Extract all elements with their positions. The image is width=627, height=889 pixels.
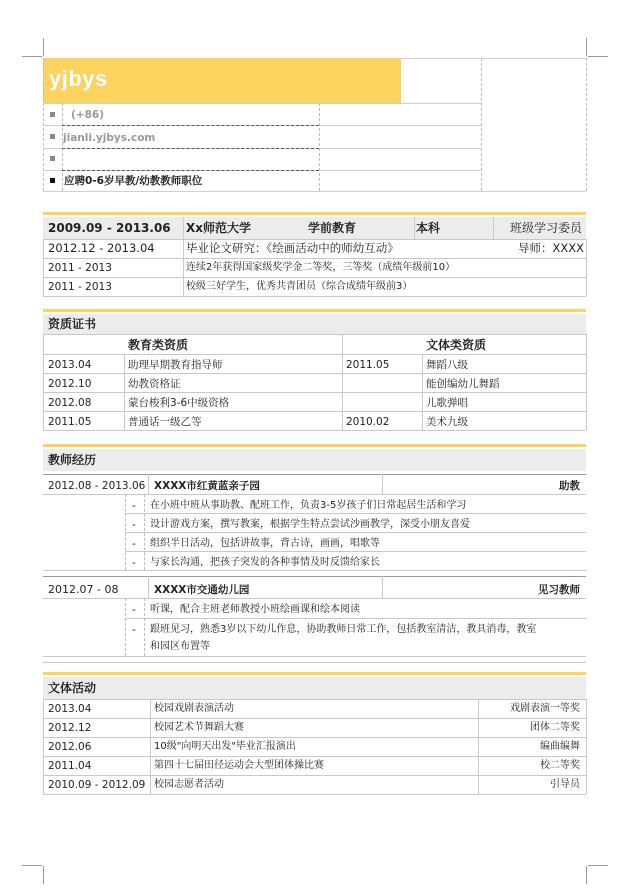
grid-line [43, 775, 586, 776]
grid-line [43, 656, 586, 657]
grid-line [43, 430, 586, 431]
job-item: 组织半日活动，包括讲故事，背古诗，画画，唱歌等 [150, 538, 380, 549]
cert-date: 2012.08 [48, 397, 92, 409]
job-item: 跟班见习，熟悉3岁以下幼儿作息，协助教师日常工作，包括教室清洁，教具消毒，教室 [150, 624, 537, 635]
job-item: 设计游戏方案，撰写教案，根据学生特点尝试沙画教学，深受小朋友喜爱 [150, 519, 470, 530]
certs-header [43, 314, 586, 334]
job-org: XXXX市交通幼儿园 [154, 584, 250, 596]
edu-school: Xx师范大学 [186, 221, 251, 235]
grid-line [382, 474, 383, 494]
activity-name: 校园志愿者活动 [154, 779, 224, 790]
grid-line [125, 494, 126, 570]
activity-name: 10级"向明天出发"毕业汇报演出 [154, 741, 296, 752]
header-dashed-line [62, 125, 319, 126]
bullet-dash: - [132, 557, 136, 569]
crop-mark [588, 865, 608, 866]
job-role: 见习教师 [538, 584, 580, 596]
cert-col2-header: 文体类资质 [426, 338, 487, 352]
grid-line [125, 513, 586, 514]
edu-row-text: 校级三好学生，优秀共青团员（综合成绩年级前3） [186, 281, 413, 292]
grid-line [43, 718, 586, 719]
job-item: 和园区布置等 [150, 641, 210, 652]
job-role: 助教 [559, 480, 580, 492]
grid-line [150, 699, 151, 794]
cert-name: 普通话一级乙等 [128, 416, 202, 428]
grid-line [43, 334, 44, 430]
grid-line [478, 699, 479, 794]
cert-date: 2010.02 [346, 416, 390, 428]
grid-line [148, 474, 149, 494]
edu-row-extra: 导师：XXXX [518, 241, 585, 255]
bullet-icon [50, 156, 55, 161]
grid-line [43, 296, 586, 297]
phone: (+86) [71, 109, 105, 121]
grid-line [43, 239, 586, 240]
bullet-dash: - [132, 538, 136, 550]
header-dashed-line [62, 170, 319, 171]
edu-row-text: 连续2年获得国家级奖学金二等奖，三等奖（成绩年级前10） [186, 262, 456, 273]
grid-line [43, 756, 586, 757]
header-grid-line [43, 191, 586, 192]
grid-line [144, 494, 145, 570]
bullet-icon [50, 112, 55, 117]
activities-header [43, 677, 586, 699]
header-grid-line [586, 58, 587, 191]
grid-line [125, 618, 586, 619]
edu-row-period: 2011 - 2013 [48, 262, 112, 274]
grid-line [124, 354, 125, 430]
header-grid-line [62, 103, 63, 191]
section-title: 文体活动 [48, 681, 97, 695]
section-divider [43, 212, 586, 215]
grid-line [414, 217, 415, 239]
cert-date: 2013.04 [48, 359, 92, 371]
cert-name: 美术九级 [426, 416, 468, 428]
grid-line [43, 794, 586, 795]
header-grid-line [43, 103, 481, 104]
grid-line [43, 576, 586, 577]
grid-line [43, 570, 586, 571]
grid-line [422, 354, 423, 430]
activity-date: 2013.04 [48, 703, 92, 715]
experience-header [43, 449, 586, 471]
job-period: 2012.07 - 08 [48, 583, 119, 596]
header-grid-line [319, 103, 320, 191]
bullet-dash: - [132, 604, 136, 616]
section-title: 资质证书 [48, 317, 97, 331]
grid-line [43, 699, 44, 794]
grid-line [43, 662, 586, 663]
bullet-dash: - [132, 519, 136, 531]
grid-line [43, 474, 586, 475]
crop-mark [43, 38, 44, 56]
grid-line [382, 576, 383, 598]
edu-degree: 本科 [416, 221, 441, 235]
grid-line [586, 334, 587, 430]
cert-col1-header: 教育类资质 [128, 338, 189, 352]
grid-line [493, 217, 494, 239]
edu-period: 2009.09 - 2013.06 [48, 221, 171, 235]
crop-mark [43, 866, 44, 884]
grid-line [144, 598, 145, 656]
crop-mark [588, 56, 608, 57]
grid-line [586, 239, 587, 296]
section-divider [43, 309, 586, 312]
edu-major: 学前教育 [308, 221, 357, 235]
cert-date: 2012.10 [48, 378, 92, 390]
header-grid-line [481, 58, 482, 191]
grid-line [183, 217, 184, 239]
grid-line [43, 239, 44, 296]
edu-row-period: 2012.12 - 2013.04 [48, 241, 155, 255]
grid-line [148, 576, 149, 598]
activity-date: 2010.09 - 2012.09 [48, 779, 146, 791]
cert-name: 助理早期教育指导师 [128, 359, 223, 371]
activity-name: 校园戏剧表演活动 [154, 703, 234, 714]
crop-mark [586, 866, 587, 884]
edu-row-text: 毕业论文研究：《绘画活动中的师幼互动》 [186, 241, 399, 255]
activity-date: 2011.04 [48, 760, 92, 772]
logo: yjbys [49, 66, 108, 91]
edu-row-period: 2011 - 2013 [48, 281, 112, 293]
email: jianli.yjbys.com [63, 132, 156, 144]
activity-award: 编曲编舞 [540, 741, 580, 752]
grid-line [43, 334, 586, 335]
header-grid-line [401, 58, 586, 59]
section-divider [43, 444, 586, 447]
bullet-icon [50, 178, 55, 183]
grid-line [43, 737, 586, 738]
job-item: 与家长沟通，把孩子突发的各种事情及时反馈给家长 [150, 557, 380, 568]
activity-award: 引导员 [550, 779, 580, 790]
bullet-icon [50, 134, 55, 139]
grid-line [125, 598, 126, 656]
header-dashed-line [62, 148, 319, 149]
activity-name: 校园艺术节舞蹈大赛 [154, 722, 244, 733]
grid-line [586, 699, 587, 794]
grid-line [43, 277, 586, 278]
grid-line [342, 334, 343, 430]
cert-name: 蒙台梭利3-6中级资格 [128, 397, 230, 409]
grid-line [183, 239, 184, 296]
activity-award: 校二等奖 [540, 760, 580, 771]
activity-name: 第四十七届田径运动会大型团体操比赛 [154, 760, 324, 771]
activity-award: 团体二等奖 [530, 722, 580, 733]
activity-award: 戏剧表演一等奖 [510, 703, 580, 714]
crop-mark [22, 56, 42, 57]
job-period: 2012.08 - 2013.06 [48, 480, 146, 492]
section-divider [43, 672, 586, 675]
bullet-dash: - [132, 624, 136, 636]
crop-mark [586, 38, 587, 56]
cert-name: 能创编幼儿舞蹈 [426, 378, 500, 390]
grid-line [125, 532, 586, 533]
bullet-dash: - [132, 500, 136, 512]
job-item: 听课，配合主班老师教授小班绘画课和绘本阅读 [150, 604, 360, 615]
cert-name: 儿歌弹唱 [426, 397, 468, 409]
activity-date: 2012.12 [48, 722, 92, 734]
edu-role: 班级学习委员 [510, 221, 583, 235]
cert-name: 舞蹈八级 [426, 359, 468, 371]
cert-date: 2011.05 [346, 359, 390, 371]
cert-date: 2011.05 [48, 416, 92, 428]
crop-mark [22, 865, 42, 866]
grid-line [43, 699, 586, 700]
grid-line [125, 551, 586, 552]
activity-date: 2012.06 [48, 741, 92, 753]
cert-name: 幼教资格证 [128, 378, 181, 390]
job-org: XXXX市红黄蓝亲子园 [154, 480, 260, 492]
grid-line [43, 258, 586, 259]
job-item: 在小班中班从事助教、配班工作，负责3-5岁孩子们日常起居生活和学习 [150, 500, 467, 511]
section-title: 教师经历 [48, 453, 97, 467]
job-objective: 应聘0-6岁早教/幼教教师职位 [64, 175, 203, 187]
